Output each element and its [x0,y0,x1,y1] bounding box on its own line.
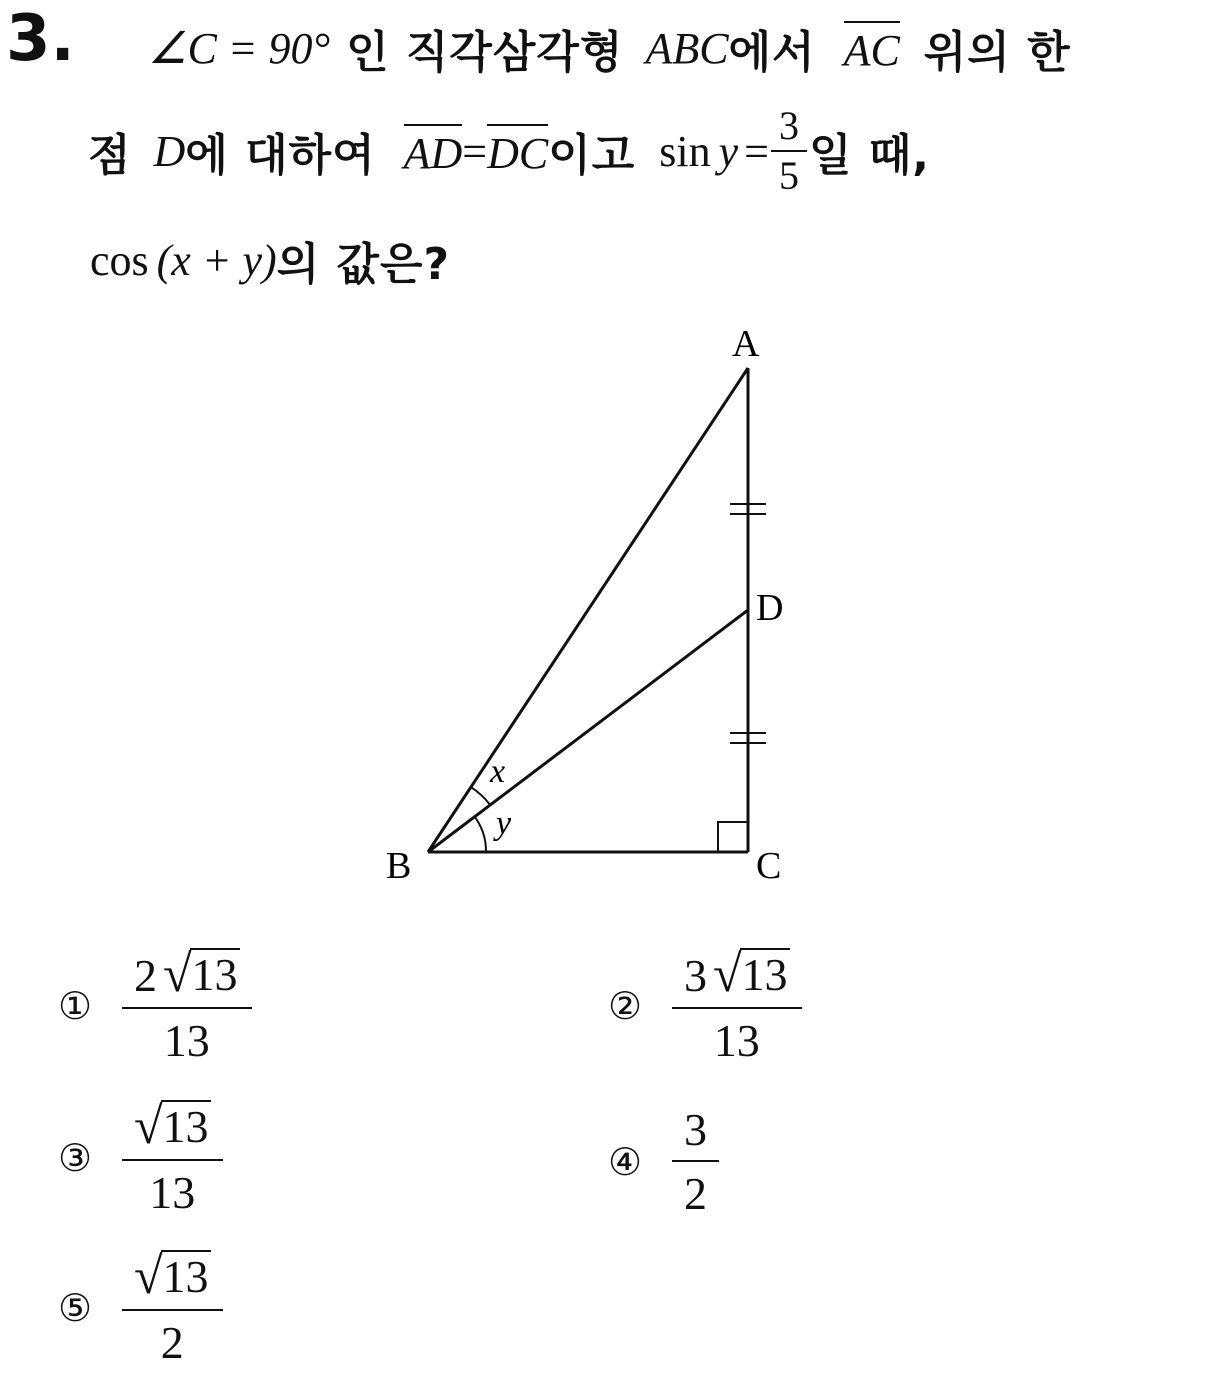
choice-1-radicand: 13 [191,949,238,1000]
choice-4-marker: ④ [608,1140,643,1185]
choice-4-numerator: 3 [684,1104,707,1155]
segment-dc: DC [487,124,548,179]
choice-3[interactable] [58,1097,217,1218]
right-angle-mark [718,822,748,852]
choice-1-marker: ① [58,984,93,1029]
fraction-numerator: 3 [778,103,799,148]
side-ab [428,368,748,852]
angle-label-y: y [496,805,512,842]
text-value-of: 의 값은? [276,239,451,290]
choice-5[interactable] [58,1247,217,1368]
choice-1-sqrt: √ 13 [163,945,238,1003]
choice-2-denominator: 13 [672,1007,802,1065]
choice-5-radicand: 13 [162,1251,209,1302]
segment-bd [428,610,748,852]
choice-3-marker: ③ [58,1136,93,1181]
equals-sign: = [462,126,488,176]
sin-function: sin [659,126,711,176]
text-on-one: 위의 한 [923,27,1071,78]
choice-2[interactable] [608,945,796,1066]
choice-2-fraction [678,945,796,1066]
text-and: 이고 [548,130,636,181]
choice-5-sqrt: √ 13 [134,1247,209,1305]
choice-3-fraction [128,1097,217,1218]
segment-ad: AD [404,124,463,179]
label-c: C [756,845,782,887]
angle-arc-y [475,817,486,852]
choice-1-coefficient: 2 [134,950,157,1002]
choice-3-sqrt: √ 13 [134,1097,209,1155]
text-for: 에 대하여 [185,130,376,181]
text-right-triangle: 인 직각삼각형 [346,27,624,78]
problem-number: 3. [6,2,75,76]
point-d: D [153,126,186,176]
variable-y: y [718,126,739,176]
choice-3-denominator: 13 [122,1159,223,1217]
choice-4-fraction [678,1106,713,1219]
choice-2-coefficient: 3 [684,950,707,1002]
cos-function: cos [90,235,149,285]
choice-4-denominator: 2 [672,1160,719,1218]
label-b: B [386,845,412,887]
angle-label-x: x [490,753,506,790]
label-d: D [756,587,784,629]
choice-5-marker: ⑤ [58,1286,93,1331]
choice-1-fraction [128,945,246,1066]
expression-x-plus-y: (x + y) [156,235,277,285]
choice-5-fraction [128,1247,217,1368]
choice-1[interactable] [58,945,246,1066]
choice-4[interactable] [608,1106,713,1219]
choice-2-sqrt: √ 13 [713,945,788,1003]
segment-ac: AC [844,21,900,76]
triangle-name: ABC [645,23,729,73]
angle-condition: ∠C = 90° [148,23,331,73]
label-a: A [732,323,760,365]
choice-2-marker: ② [608,984,643,1029]
choice-2-radicand: 13 [741,949,788,1000]
choice-3-radicand: 13 [162,1101,209,1152]
choice-1-denominator: 13 [122,1007,252,1065]
fraction-denominator: 5 [771,150,807,196]
angle-arc-x [471,787,490,805]
equals-sign-2: = [744,126,769,176]
text-point: 점 [88,130,132,181]
choice-5-denominator: 2 [122,1309,223,1367]
text-when: 일 때, [808,130,931,181]
text-in: 에서 [728,27,816,78]
